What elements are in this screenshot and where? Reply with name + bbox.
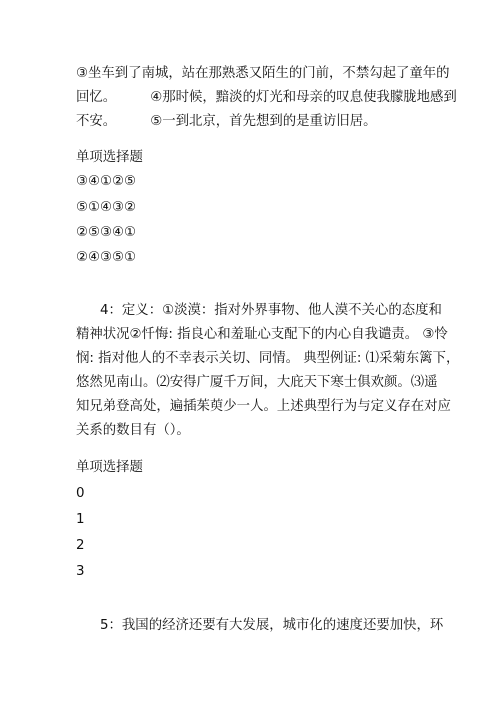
question-4-option-d[interactable]: 3: [76, 564, 85, 579]
question-4-line: 关系的数目有（）。: [76, 423, 190, 438]
question-4-option-a[interactable]: 0: [76, 486, 85, 501]
question-3-type-label: 单项选择题: [76, 150, 143, 165]
question-4-type-label: 单项选择题: [76, 460, 143, 475]
question-5-line: 5：我国的经济还要有大发展，城市化的速度还要加快，环: [100, 618, 444, 633]
question-3-line: 不安。 ⑤一到北京，首先想到的是重访旧居。: [76, 114, 377, 129]
question-4-option-b[interactable]: 1: [76, 512, 85, 527]
question-3-line: 回忆。 ④那时候，黯淡的灯光和母亲的叹息使我朦胧地感到: [76, 90, 457, 105]
question-3-option-b[interactable]: ⑤①④③②: [76, 200, 137, 215]
question-3-option-c[interactable]: ②⑤③④①: [76, 225, 137, 240]
question-3-line: ③坐车到了南城，站在那熟悉又陌生的门前，不禁勾起了童年的: [76, 66, 450, 81]
question-4-option-c[interactable]: 2: [76, 538, 85, 553]
question-3-option-d[interactable]: ②④③⑤①: [76, 250, 137, 265]
question-5-text: [76, 614, 444, 638]
question-4-text: [76, 299, 460, 443]
question-3-option-a[interactable]: ③④①②⑤: [76, 174, 137, 189]
question-4-line: 精神状况②忏悔: 指良心和羞耻心支配下的内心自我谴责。 ③怜: [76, 327, 448, 342]
question-4-line: 悠然见南山。⑵安得广厦千万间，大庇天下寒士俱欢颜。⑶遥: [76, 375, 438, 390]
question-4-line: 知兄弟登高处，遍插茱萸少一人。上述典型行为与定义存在对应: [76, 399, 451, 414]
question-4-line: 悯: 指对他人的不幸表示关切、同情。 典型例证: ⑴采菊东篱下，: [76, 351, 460, 366]
question-4-line: 4：定义：①淡漠：指对外界事物、他人漠不关心的态度和: [100, 303, 442, 318]
question-3-text: [76, 62, 457, 134]
